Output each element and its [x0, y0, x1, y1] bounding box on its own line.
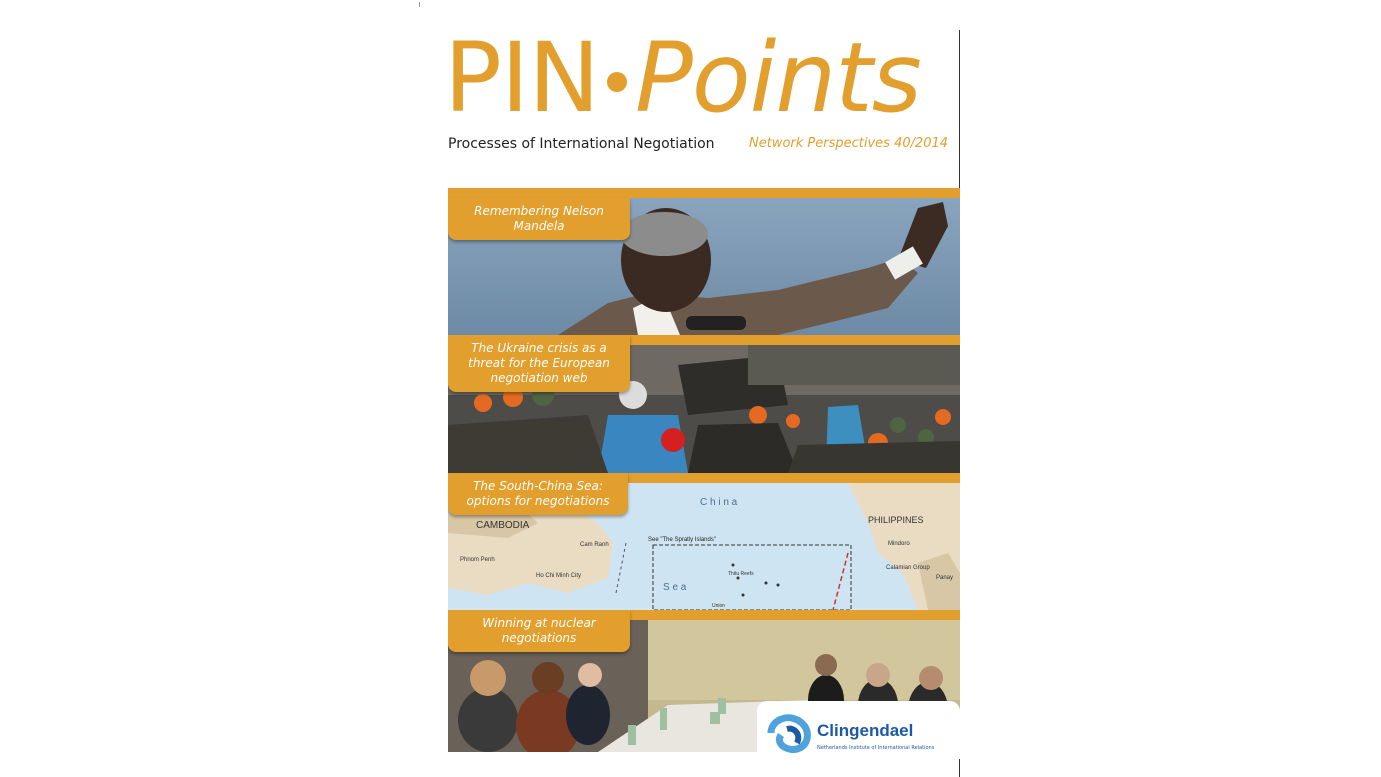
map-label-phnom-penh: Phnom Penh — [460, 557, 495, 563]
masthead-pin: PIN — [444, 22, 600, 134]
masthead-dot-icon — [607, 72, 627, 92]
map-label-china: C h i n a — [700, 497, 738, 508]
section-label: The South-China Sea: options for negotiations — [448, 473, 628, 515]
section-label: The Ukraine crisis as a threat for the European negotiation web — [448, 335, 630, 392]
map-label-panay: Panay — [936, 575, 954, 581]
map-label-union: Union — [712, 603, 726, 609]
logo-name: Clingendael — [817, 721, 914, 740]
clingendael-logo[interactable] — [757, 701, 960, 759]
map-label-ho-chi-minh: Ho Chi Minh City — [536, 573, 582, 579]
issue-number: Network Perspectives 40/2014 — [749, 136, 949, 151]
section-label: Winning at nuclear negotiations — [448, 610, 630, 652]
section-band — [448, 188, 960, 198]
section-ukraine — [448, 335, 960, 473]
section-south-china-sea — [448, 473, 960, 610]
map-label-cambodia: CAMBODIA — [476, 520, 530, 531]
map-label-mindoro: Mindoro — [888, 541, 910, 547]
masthead — [444, 22, 944, 134]
map-label-cam-ranh: Cam Ranh — [580, 542, 609, 548]
clingendael-logo-icon — [767, 713, 813, 753]
map-label-spratly: See "The Spratly Islands" — [648, 537, 716, 543]
map-label-calamian: Calamian Group — [886, 565, 930, 571]
section-label: Remembering Nelson Mandela — [448, 198, 630, 240]
section-mandela — [448, 188, 960, 335]
subtitle: Processes of International Negotiation — [448, 136, 715, 152]
map-label-philippines: PHILIPPINES — [868, 515, 924, 525]
page-tick-mark — [419, 2, 420, 7]
map-label-sea: S e a — [663, 582, 687, 593]
map-label-thitu: Thitu Reefs — [728, 571, 754, 577]
masthead-points: Points — [635, 22, 921, 134]
logo-tagline: Netherlands Institute of International Relations — [817, 745, 935, 751]
